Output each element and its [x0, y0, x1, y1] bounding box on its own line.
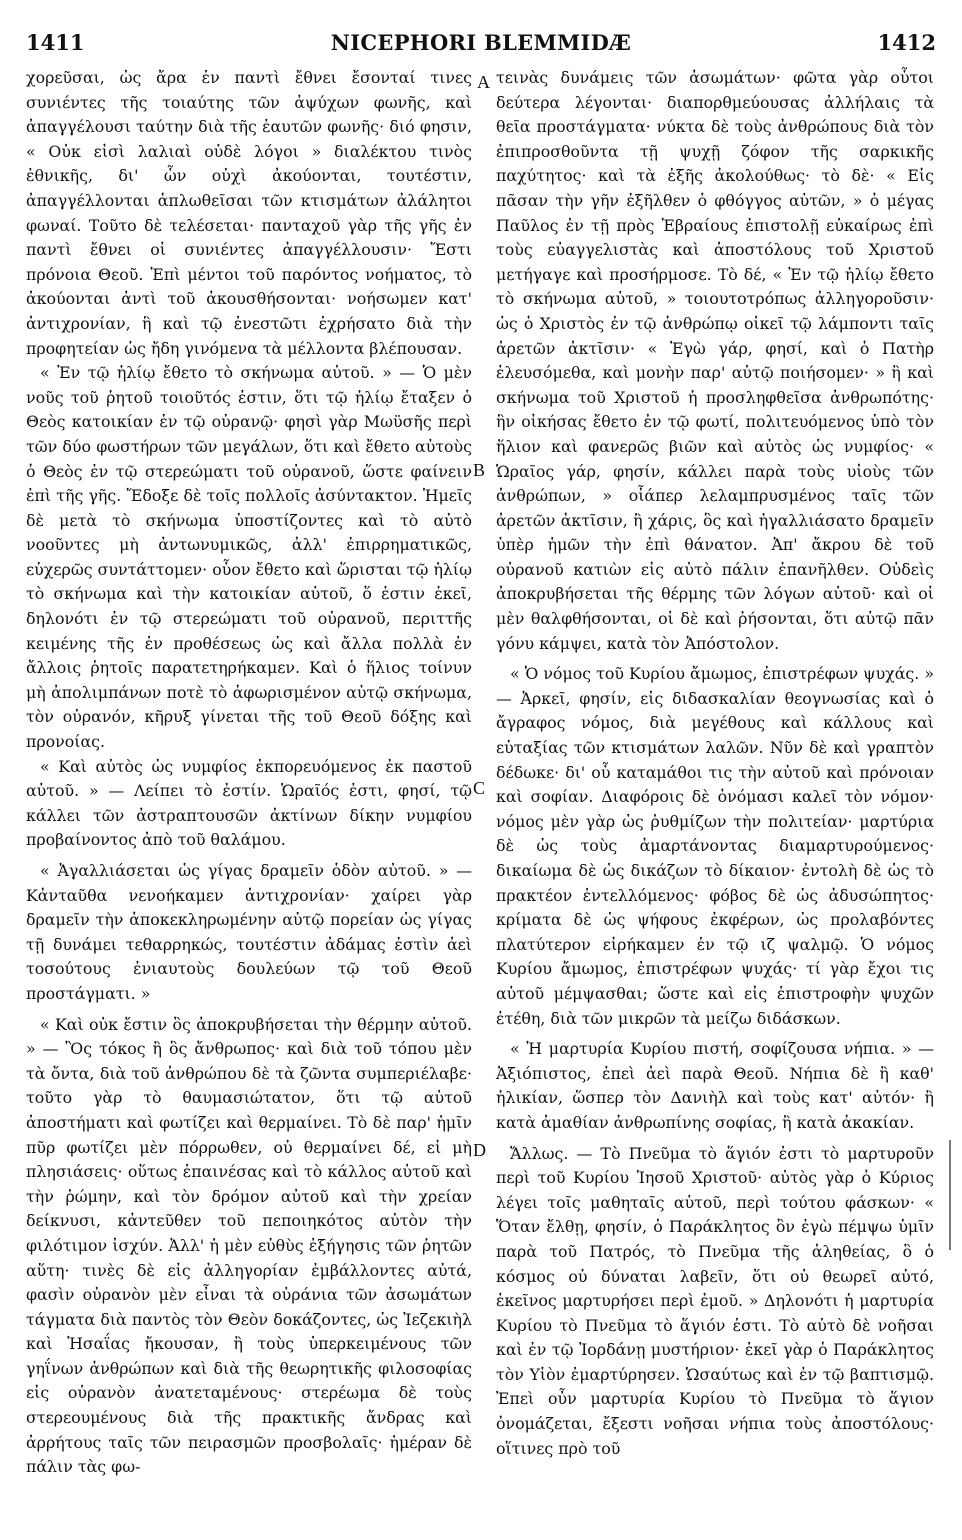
paragraph: « Καὶ οὐκ ἔστιν ὃς ἀποκρυβήσεται τὴν θέρμην αὐτοῦ. » — Ὃς τόκος ἢ ὃς ἄνθρωπος· καὶ διὰ τοῦ τόπου μὲν τὰ ὄντα, διὰ τοῦ ἀνθρώπου δὲ τὰ ζῶντα συμπεριέλαβε· τοῦτο γὰρ τὸ θαυμασιώτατον, ὅτι τῷ αὐτοῦ ἀποστήματι καὶ φωτίζει καὶ θερμαίνει. Τὸ δὲ παρ' ἡμῖν πῦρ φωτίζει μὲν πόρρωθεν, οὐ θερμαίνει δέ, εἰ μὴ πλησιάσεις· οὕτως ἐπαινέσας καὶ τὸ κάλλος αὐτοῦ καὶ τὴν ῥώμην, καὶ τὸν δρόμον αὐτοῦ καὶ τὴν χρείαν δείκνυσι, κἀντεῦθεν τοῦ πεποιηκότος αὐτὸν τὴν φιλότιμον ἰσχύν. Ἀλλ' ἡ μὲν εὐθὺς ἐξήγησις τῶν ῥητῶν αὕτη· τινὲς δὲ εἰς ἀλληγορίαν ἐμβάλλοντες αὐτά, φασὶν οὐρανὸν μὲν εἶναι τὰ οὐράνια τῶν ἀσωμάτων τάγματα διὰ παντὸς τὸν Θεὸν δοκάζοντες, ὡς Ἰεζεκιὴλ καὶ Ἡσαΐας ἤκουσαν, ἢ τοὺς ὑπερκειμένους τῶν γηΐνων ἀνθρώπων καὶ διὰ τῆς θεωρητικῆς φιλοσοφίας εἰς οὐρανὸν ἀνατεταμένους· στερέωμα δὲ τοὺς στερεουμένους διὰ τῆς πρακτικῆς ἄνδρας καὶ ἀρρήτους ταῖς τῶν πειρασμῶν προσβολαῖς· ἡμέραν δὲ πάλιν τὰς φω-: [26, 1014, 472, 1477]
paragraph: « Ἀγαλλιάσεται ὡς γίγας δραμεῖν ὁδὸν αὐτοῦ. » — Κἀνταῦθα νενοήκαμεν ἀντιχρονίαν· χαίρει γὰρ δραμεῖν τὴν ἀποκεκληρωμένην αὐτῷ πορείαν ὡς γίγας τῇ δυνάμει τεθαρρηκώς, τουτέστιν ἀδάμας ἐστὶν ἀεὶ τοσούτους ἐνιαυτοὺς δουλεύων τῷ τοῦ Θεοῦ προστάγματι. »: [26, 861, 472, 1003]
section-marker-a: A: [477, 72, 490, 92]
paragraph: « Ἡ μαρτυρία Κυρίου πιστή, σοφίζουσα νήπια. » — Ἀξιόπιστος, ἐπεὶ ἀεὶ παρὰ Θεοῦ. Νήπια δὲ ἢ καθ' ἡλικίαν, ὥσπερ τὸν Δανιὴλ καὶ τοὺς κατ' αὐτόν· ἢ κατὰ ἀμαθίαν ἀνθρωπίνης σοφίας, ἢ κατὰ ἀκακίαν.: [496, 1039, 934, 1132]
running-title: NICEPHORI BLEMMIDÆ: [330, 30, 632, 55]
paragraph: « Καὶ αὐτὸς ὡς νυμφίος ἐκπορευόμενος ἐκ παστοῦ αὐτοῦ. » — Λείπει τὸ ἐστίν. Ὡραῖός ἐστι, φησί, τῷ κάλλει τῶν ἀστραπτουσῶν ἀκτίνων δίκην νυμφίου προβαίνοντος ἀπὸ τοῦ θαλάμου.: [26, 756, 472, 850]
page-number-right: 1412: [877, 30, 936, 55]
paragraph: τεινὰς δυνάμεις τῶν ἀσωμάτων· φῶτα γὰρ οὗτοι δεύτερα λέγονται· διαπορθμεύουσας ἀλλήλαις τὰ θεῖα προστάγματα· νύκτα δὲ τοὺς ἀνθρώπους διὰ τὸν ἐπιπροσθοῦντα τῇ ψυχῇ ζόφον τῆς σαρκικῆς παχύτητος· καὶ τὰ ἐξῆς ἀκολούθως· τὸ δὲ· « Εἰς πᾶσαν τὴν γῆν ἐξῆλθεν ὁ φθόγγος αὐτῶν, » ὁ μέγας Παῦλος ἐν τῇ πρὸς Ἑβραίους ἐπιστολῇ εὐκαίρως ἐπὶ τοὺς εὐαγγελιστὰς καὶ ἀποστόλους τοῦ Χριστοῦ μετήγαγε καὶ προσήρμοσε. Τὸ δέ, « Ἐν τῷ ἡλίῳ ἔθετο τὸ σκήνωμα αὐτοῦ, » τοιουτοτρόπως ἀλληγοροῦσιν· ὡς ὁ Χριστὸς ἐν τῷ ἀνθρώπῳ οἰκεῖ τῷ λάμποντι ταῖς ἀρετῶν ἀκτῖσιν· « Ἐγὼ γάρ, φησί, καὶ ὁ Πατὴρ ἐλευσόμεθα, καὶ μονὴν παρ' αὐτῷ ποιήσομεν· » ἢ καὶ σκήνωμα τοῦ Χριστοῦ ἡ προσληφθεῖσα ἀνθρωπότης· ἣν οἰκήσας ἔθετο ἐν τῷ φωτί, πολιτευόμενος ὑπὸ τὸν ἥλιον καὶ φανερῶς βιῶν καὶ αὐτὸς ὡς νυμφίος· « Ὡραῖος γάρ, φησίν, κάλλει παρὰ τοὺς υἱοὺς τῶν ἀνθρώπων, » οἷάπερ λελαμπρυσμένος ταῖς τῶν ἀρετῶν ἀκτῖσιν, ἢ χάρις, ὃς καὶ ἠγαλλιάσατο δραμεῖν ὑπὲρ ἡμῶν τὴν ἐπὶ θάνατον. Ἀπ' ἄκρου δὲ τοῦ οὐρανοῦ κατιὼν εἰς αὐτὸ πάλιν ἐπανῆλθεν. Οὐδεὶς ἀποκρυβήσεται τῆς θέρμης τῶν λόγων αὐτοῦ· καὶ οἱ μὲν θαλφθήσονται, οἱ δὲ καὶ ῥήσονται, ὅτι αὐτῷ πᾶν γόνυ κάμψει, κατὰ τὸν Ἀπόστολον.: [496, 68, 934, 653]
page-header: [26, 30, 936, 58]
paragraph: « Ὁ νόμος τοῦ Κυρίου ἄμωμος, ἐπιστρέφων ψυχάς. » — Ἀρκεῖ, φησίν, εἰς διδασκαλίαν θεογνωσίας καὶ ὁ ἄγραφος νόμος, διὰ μεγέθους καὶ κάλλους καὶ εὐταξίας τῶν κτισμάτων λαλῶν. Νῦν δὲ καὶ γραπτὸν δέδωκε· δι' οὗ καταμάθοι τις τὴν αὐτοῦ καὶ πρόνοιαν καὶ σοφίαν. Διαφόροις δὲ ὀνόμασι καλεῖ τὸν νόμον· νόμος μὲν γὰρ ὡς ῥυθμίζων τὴν πολιτείαν· μαρτύρια δὲ ὡς τοὺς ἁμαρτάνοντας διαμαρτυρούμενος· δικαίωμα δὲ ὡς δικάζων τὸ δίκαιον· ἐντολὴ δὲ ὡς τὸ πρακτέον ἐντελλόμενος· φόβος δὲ ὡς ἀδυσώπητος· κρίματα δὲ ὡς ψήφους ἐκφέρων, ὡς προλαβόντες πλατύτερον εἰρήκαμεν ἐν τῷ ιζ ψαλμῷ. Ὁ νόμος Κυρίου ἄμωμος, ἐπιστρέφων ψυχάς· τί γὰρ ἔχοι τις αὐτοῦ μέμψασθαι; ὥστε καὶ εἰς ἐπιστροφὴν ψυχῶν ἐτέθη, διὰ τῶν μικρῶν τὰ μείζω διδάσκων.: [496, 664, 934, 1028]
paragraph: Ἄλλως. — Τὸ Πνεῦμα τὸ ἅγιόν ἐστι τὸ μαρτυροῦν περὶ τοῦ Κυρίου Ἰησοῦ Χριστοῦ· αὐτὸς γὰρ ὁ Κύριος λέγει τοῖς μαθηταῖς αὐτοῦ, περὶ τούτου φάσκων· « Ὅταν ἔλθῃ, φησίν, ὁ Παράκλητος ὃν ἐγὼ πέμψω ὑμῖν παρὰ τοῦ Πατρός, τὸ Πνεῦμα τῆς ἀληθείας, ὃ ὁ κόσμος οὐ δύναται λαβεῖν, ὅτι οὐ θεωρεῖ αὐτό, ἐκεῖνος μαρτυρήσει περὶ ἐμοῦ. » Δηλονότι ἡ μαρτυρία Κυρίου τὸ Πνεῦμα τὸ ἅγιόν ἐστι. Τὸ αὐτὸ δὲ νοῆσαι καὶ ἐν τῷ Ἰορδάνῃ μυστήριον· ἐκεῖ γὰρ ὁ Παράκλητος τὸν Υἱὸν ἐμαρτύρησεν. Ὡσαύτως καὶ ἐν τῷ βαπτισμῷ. Ἐπεὶ οὖν μαρτυρία Κυρίου τὸ Πνεῦμα τὸ ἅγιον ὀνομάζεται, ἔξεστι νοῆσαι νήπια τοὺς ἀποστόλους· οἵτινες πρὸ τοῦ: [496, 1143, 934, 1458]
page-number-left: 1411: [26, 30, 85, 55]
margin-rule: [949, 1140, 951, 1250]
left-column: [26, 66, 472, 1480]
right-column: [496, 66, 934, 1461]
paragraph: χορεῦσαι, ὡς ἄρα ἐν παντὶ ἔθνει ἔσονταί τινες συνιέντες τῆς τοιαύτης τῶν ἀψύχων φωνῆς, καὶ ἀπαγγέλουσι ταύτην διὰ τῆς ἑαυτῶν φωνῆς· διό φησιν, « Οὐκ εἰσὶ λαλιαὶ οὐδὲ λόγοι » διαλέκτου τινὸς ἐθνικῆς, δι' ὧν οὐχὶ ἀκούονται, τουτέστιν, ἀπαγγέλλονται ἁπλωθεῖσαι τῶν κτισμάτων ἀλάλητοι φωναί. Τοῦτο δὲ τελέσεται· πανταχοῦ γὰρ τῆς γῆς ἐν παντὶ ἔθνει οἱ συνιέντες ἀπαγγέλλουσιν· Ἔστι πρόνοια Θεοῦ. Ἐπὶ μέντοι τοῦ παρόντος νοήματος, τὸ ἀκούονται ἀντὶ τοῦ ἀκουσθήσονται· νοήσωμεν κατ' ἀντιχρονίαν, ἣ καὶ τῷ ἐνεστῶτι ἐχρήσατο διὰ τὴν προφητείαν ὡς ἤδη γινόμενα τὰ μέλλοντα βλέπουσαν.: [26, 68, 472, 358]
section-marker-b: B: [473, 460, 486, 480]
paragraph: « Ἐν τῷ ἡλίῳ ἔθετο τὸ σκήνωμα αὐτοῦ. » — Ὁ μὲν νοῦς τοῦ ῥητοῦ τοιοῦτός ἐστιν, ὅτι τῷ ἡλίῳ ἔταξεν ὁ Θεὸς κατοικίαν ἐν τῷ οὐρανῷ· φησὶ γὰρ Μωϋσῆς περὶ τῶν δύο φωστήρων τῶν μεγάλων, ὅτι καὶ ἔθετο αὐτοὺς ὁ Θεὸς ἐν τῷ στερεώματι τοῦ οὐρανοῦ, ὥστε φαίνειν ἐπὶ τῆς γῆς. Ἔδοξε δὲ τοῖς πολλοῖς ἀσύντακτον. Ἡμεῖς δὲ μετὰ τὸ σκήνωμα ὑποστίζοντες καὶ τὸ αὐτὸ νοοῦντες μὴ ἀντωνυμικῶς, ἀλλ' ἐπιρρηματικῶς, εὐχερῶς συντάττομεν· οὗον ἔθετο καὶ ὥρισται τῷ ἡλίῳ τὸ σκήνωμα καὶ τὴν κατοικίαν αὐτοῦ, ὅ ἐστιν ἐκεῖ, δηλονότι ἐν τῷ στερεώματι τοῦ οὐρανοῦ, περιττῆς κειμένης τῆς ἐν προθέσεως ὡς καὶ ἄλλα πολλὰ ἐν ἄλλοις ῥητοῖς παρατετηρήκαμεν. Καὶ ὁ ἥλιος τοίνυν μὴ ἀπολιμπάνων ποτὲ τὸ ἀφωρισμένον αὐτῷ σκήνωμα, τὸν οὐρανόν, κῆρυξ γίνεται τῆς τοῦ Θεοῦ δόξης καὶ προνοίας.: [26, 363, 472, 752]
section-marker-d: D: [473, 1140, 486, 1160]
section-marker-c: C: [473, 778, 486, 798]
